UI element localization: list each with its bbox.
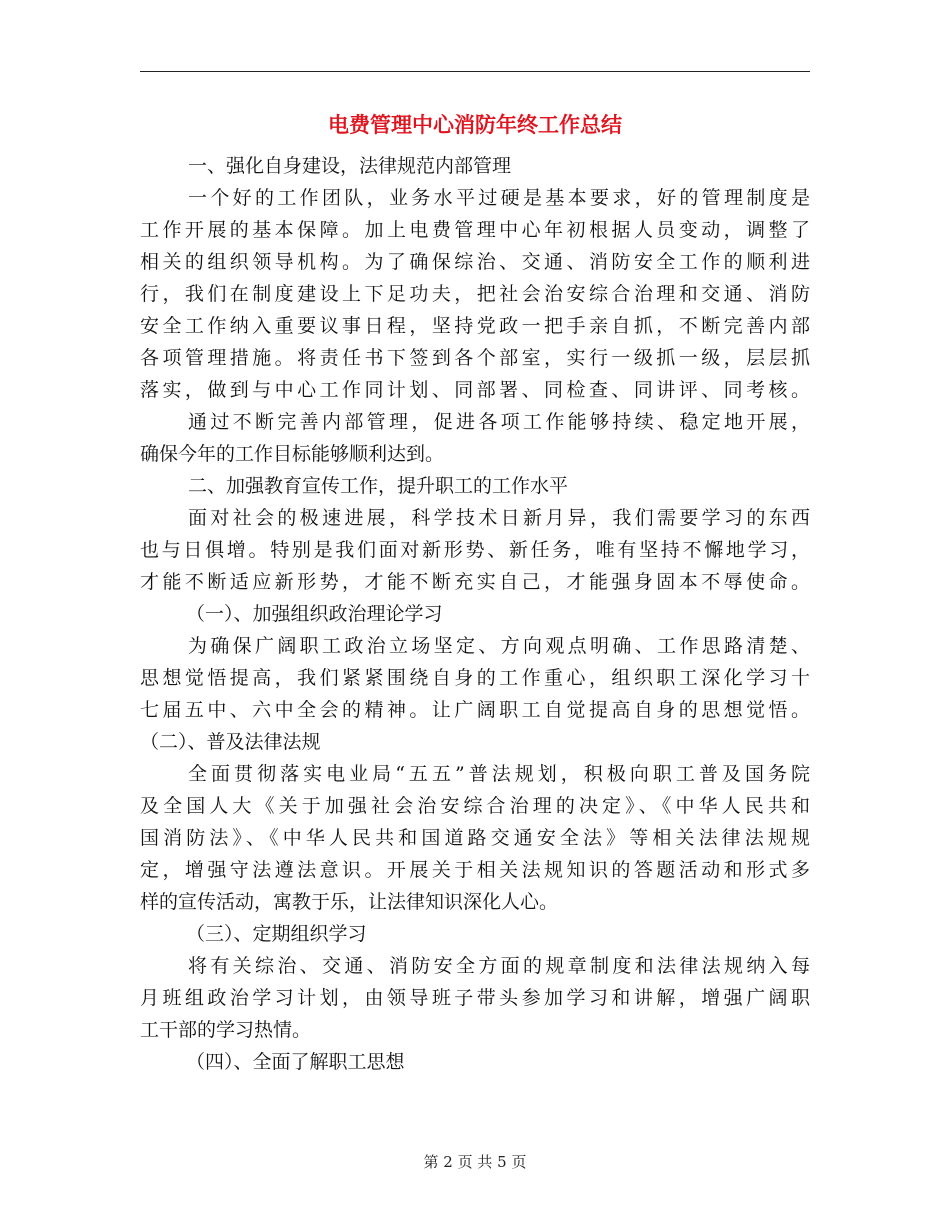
text-line: 国消防法》、《中华人民共和国道路交通安全法》等相关法律法规规 [140,827,810,849]
text-line: 通过不断完善内部管理，促进各项工作能够持续、稳定地开展， [188,411,810,433]
text-line: 也与日俱增。特别是我们面对新形势、新任务，唯有坚持不懈地学习， [140,539,810,561]
page-number-footer: 第 2 页 共 5 页 [423,1153,527,1171]
text-line: 安全工作纳入重要议事日程，坚持党政一把手亲自抓，不断完善内部 [140,315,810,337]
subsection-heading-1 [140,598,810,630]
paragraph [140,502,810,598]
document-title: 电费管理中心消防年终工作总结 [328,113,622,137]
text-line: 全面贯彻落实电业局“五五”普法规划，积极向职工普及国务院 [188,763,810,785]
text-line: （一）、加强组织政治理论学习 [186,603,443,625]
text-line: 月班组政治学习计划，由领导班子带头参加学习和讲解，增强广阔职 [140,987,810,1009]
header-rule [140,71,810,72]
text-line: 样的宣传活动，寓教于乐，让法律知识深化人心。 [140,891,559,913]
text-line: 一个好的工作团队，业务水平过硬是基本要求，好的管理制度是 [188,187,810,209]
paragraph [140,406,810,470]
text-line: 将有关综治、交通、消防安全方面的规章制度和法律法规纳入每 [188,955,810,977]
paragraph [140,950,810,1046]
section-heading-1 [140,150,810,182]
text-line: 工干部的学习热情。 [140,1019,312,1041]
text-line: 才能不断适应新形势，才能不断充实自己，才能强身固本不辱使命。 [140,571,810,593]
text-line: 思想觉悟提高，我们紧紧围绕自身的工作重心，组织职工深化学习十 [140,667,810,689]
text-line: 为确保广阔职工政治立场坚定、方向观点明确、工作思路清楚、 [188,635,810,657]
text-line: （三）、定期组织学习 [186,923,367,945]
paragraph [140,182,810,406]
paragraph [140,630,810,726]
text-line: 及全国人大《关于加强社会治安综合治理的决定》、《中华人民共和 [140,795,810,817]
text-line: 相关的组织领导机构。为了确保综治、交通、消防安全工作的顺利进 [140,251,810,273]
text-line: 确保今年的工作目标能够顺利达到。 [140,443,445,465]
document-body [140,150,810,1078]
text-line: （四）、全面了解职工思想 [186,1051,405,1073]
subsection-heading-3 [140,918,810,950]
text-line: 各项管理措施。将责任书下签到各个部室，实行一级抓一级，层层抓 [140,347,810,369]
text-line: 工作开展的基本保障。加上电费管理中心年初根据人员变动，调整了 [140,219,810,241]
text-line: 面对社会的极速进展，科学技术日新月异，我们需要学习的东西 [188,507,810,529]
text-line: 定，增强守法遵法意识。开展关于相关法规知识的答题活动和形式多 [140,859,810,881]
text-line: 落实，做到与中心工作同计划、同部署、同检查、同讲评、同考核。 [140,379,810,401]
paragraph [140,758,810,918]
text-line: 一、强化自身建设，法律规范内部管理 [188,155,512,177]
subsection-heading-4 [140,1046,810,1078]
text-line: （二）、普及法律法规 [140,731,321,753]
subsection-heading-2 [140,726,810,758]
text-line: 二、加强教育宣传工作，提升职工的工作水平 [188,475,569,497]
text-line: 七届五中、六中全会的精神。让广阔职工自觉提高自身的思想觉悟。 [140,699,810,721]
text-line: 行，我们在制度建设上下足功夫，把社会治安综合治理和交通、消防 [140,283,810,305]
section-heading-2 [140,470,810,502]
